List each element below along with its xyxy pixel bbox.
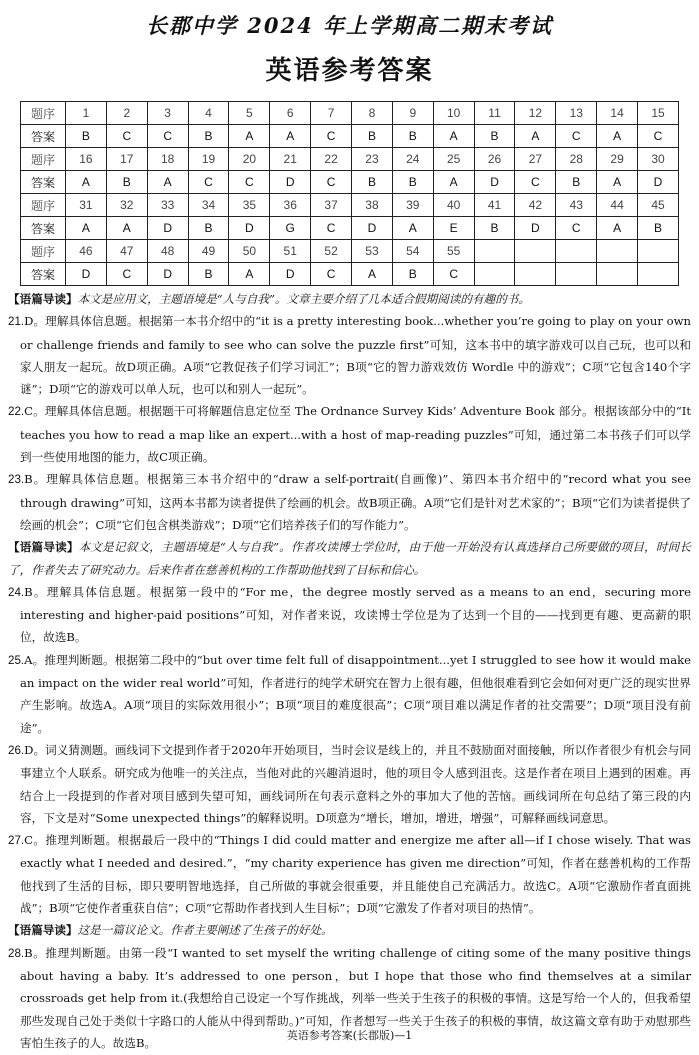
- table-cell: D: [352, 217, 393, 240]
- explanations: [8, 288, 691, 1054]
- table-cell: 40: [433, 194, 474, 217]
- table-cell: [515, 263, 556, 286]
- table-cell: C: [556, 217, 597, 240]
- table-cell: 3: [147, 102, 188, 125]
- table-cell: A: [270, 125, 311, 148]
- table-cell: 33: [147, 194, 188, 217]
- question-number: 27.: [8, 834, 25, 848]
- reading-guide-3: [8, 919, 691, 941]
- table-cell: [474, 263, 515, 286]
- question-explanation: B。推理判断题。由第一段“I wanted to set myself the writing challenge of citing some of the many positive things about having a baby. It’s addressed to one person，but I hope that those who find themselves at a similar crossroads get help from it.(我想给自己设定一个写作挑战，列举一些关于生孩子的积极的事情。这是写给一个人的，但我希望那些发现自己处于类似十字路口的人能从中得到帮助。)”可知，作者想写一些关于生孩子的积极的事情，故这篇文章有助于劝慰那些害怕生孩子的人。故选B。: [20, 945, 691, 1050]
- table-cell: C: [515, 171, 556, 194]
- question-explanation: C。理解具体信息题。根据题干可将解题信息定位至 The Ordnance Survey Kids’ Adventure Book 部分。根据该部分中的“It teaches you how to read a map like an expert...with a host of map-reading puzzles”可知，通过第二本书孩子们可以学到一些使用地图的能力，故C项正确。: [20, 404, 691, 465]
- question-number-row: [21, 194, 679, 217]
- table-cell: 22: [311, 148, 352, 171]
- guide-text: 本文是记叙文，主题语境是“人与自我”。作者攻读博士学位时，由于他一开始没有认真选择自己所要做的项目，时间长了，作者失去了研究动力。后来作者在慈善机构的工作帮助他找到了目标和信心。: [8, 540, 691, 577]
- table-cell: D: [474, 171, 515, 194]
- table-cell: 14: [597, 102, 638, 125]
- table-cell: 48: [147, 240, 188, 263]
- table-cell: C: [106, 263, 147, 286]
- table-cell: 5: [229, 102, 270, 125]
- question-21: [8, 310, 691, 400]
- guide-text: 这是一篇议论文。作者主要阐述了生孩子的好处。: [77, 923, 333, 938]
- table-cell: 38: [352, 194, 393, 217]
- table-cell: [474, 240, 515, 263]
- table-cell: 15: [638, 102, 679, 125]
- table-cell: A: [66, 171, 107, 194]
- table-cell: D: [147, 263, 188, 286]
- question-explanation: D。理解具体信息题。根据第一本书介绍中的“it is a pretty interesting book...whether you’re going to play on your own or challenge friends and family to see who can solve the puzzle first”可知，这本书中的填字游戏可以自己玩，也可以和家人朋友一起玩。故D项正确。A项“它教促孩子们学习词汇”；B项“它的智力游戏效仿 Wordle 中的游戏”；C项“它包含140个字谜”；D项“它的游戏可以单人玩，也可以和别人一起玩”。: [20, 314, 691, 397]
- table-cell: A: [229, 125, 270, 148]
- table-cell: 7: [311, 102, 352, 125]
- table-cell: A: [515, 125, 556, 148]
- question-explanation: B。理解具体信息题。根据第三本书介绍中的“draw a self-portrait(自画像)”、第四本书介绍中的“record what you see through drawing”可知，这两本书都为读者提供了绘画的机会。故B项正确。A项“它们是针对艺术家的”；B项“它们为读者提供了绘画的机会”；C项“它们包含棋类游戏”；D项“它们培养孩子们的写作能力”。: [20, 472, 691, 532]
- table-cell: 50: [229, 240, 270, 263]
- reading-guide-2: [8, 536, 691, 581]
- table-cell: C: [311, 171, 352, 194]
- answer-key-title: 英语参考答案: [265, 56, 434, 86]
- table-cell: B: [66, 125, 107, 148]
- table-cell: A: [597, 125, 638, 148]
- table-cell: B: [638, 217, 679, 240]
- table-cell: 51: [270, 240, 311, 263]
- row-header: 题序: [21, 148, 66, 171]
- table-cell: 39: [392, 194, 433, 217]
- table-cell: D: [270, 263, 311, 286]
- table-cell: A: [147, 171, 188, 194]
- question-27: [8, 829, 691, 919]
- table-cell: 47: [106, 240, 147, 263]
- table-cell: 30: [638, 148, 679, 171]
- table-cell: [638, 263, 679, 286]
- table-cell: C: [147, 125, 188, 148]
- answer-row: [21, 125, 679, 148]
- question-22: [8, 400, 691, 468]
- table-cell: [556, 240, 597, 263]
- row-header: 答案: [21, 125, 66, 148]
- reading-guide-1: [8, 288, 691, 310]
- table-cell: 31: [66, 194, 107, 217]
- table-cell: 55: [433, 240, 474, 263]
- table-cell: A: [66, 217, 107, 240]
- question-number-row: [21, 148, 679, 171]
- table-cell: B: [106, 171, 147, 194]
- row-header: 答案: [21, 217, 66, 240]
- table-cell: 10: [433, 102, 474, 125]
- table-cell: B: [352, 125, 393, 148]
- table-cell: [556, 263, 597, 286]
- table-cell: 42: [515, 194, 556, 217]
- question-explanation: C。推理判断题。根据最后一段中的“Things I did could matter and energize me after all—if I chose wisely. That was exactly what I needed and desired.”，“my charity experience has given me direction”可知，作者在慈善机构的工作帮他找到了生活的目标，即只要明智地选择，自己所做的事就会很重要，并且能使自己充满活力。故选C。A项“它激励作者直面挑战”；B项“它使作者重获自信”；C项“它帮助作者找到人生目标”；D项“它激发了作者对项目的热情”。: [20, 833, 691, 916]
- guide-label: 【语篇导读】: [8, 923, 78, 938]
- table-cell: 36: [270, 194, 311, 217]
- question-number: 28.: [8, 946, 25, 960]
- table-cell: 34: [188, 194, 229, 217]
- table-cell: D: [147, 217, 188, 240]
- table-cell: 43: [556, 194, 597, 217]
- table-cell: 49: [188, 240, 229, 263]
- table-cell: D: [66, 263, 107, 286]
- table-cell: D: [515, 217, 556, 240]
- row-header: 题序: [21, 240, 66, 263]
- table-cell: B: [556, 171, 597, 194]
- table-cell: 20: [229, 148, 270, 171]
- table-cell: C: [556, 125, 597, 148]
- table-cell: B: [474, 125, 515, 148]
- table-cell: 46: [66, 240, 107, 263]
- table-cell: E: [433, 217, 474, 240]
- table-cell: C: [311, 217, 352, 240]
- table-cell: [597, 240, 638, 263]
- table-cell: C: [638, 125, 679, 148]
- table-cell: B: [474, 217, 515, 240]
- table-cell: 35: [229, 194, 270, 217]
- table-cell: 27: [515, 148, 556, 171]
- table-cell: 28: [556, 148, 597, 171]
- table-cell: 23: [352, 148, 393, 171]
- exam-title: 长郡中学 2024 年上学期高二期末考试: [145, 13, 554, 38]
- answer-table: [20, 101, 679, 286]
- answer-row: [21, 171, 679, 194]
- question-26: [8, 739, 691, 829]
- table-cell: C: [229, 171, 270, 194]
- table-cell: [597, 263, 638, 286]
- table-cell: A: [392, 217, 433, 240]
- question-23: [8, 468, 691, 536]
- table-cell: 9: [392, 102, 433, 125]
- table-cell: C: [311, 125, 352, 148]
- question-number-row: [21, 102, 679, 125]
- table-cell: 1: [66, 102, 107, 125]
- table-cell: 24: [392, 148, 433, 171]
- question-25: [8, 649, 691, 739]
- table-cell: 54: [392, 240, 433, 263]
- table-cell: 6: [270, 102, 311, 125]
- question-number: 23.: [8, 473, 25, 487]
- guide-label: 【语篇导读】: [8, 540, 79, 555]
- table-cell: D: [638, 171, 679, 194]
- question-24: [8, 581, 691, 649]
- page-footer: 英语参考答案(长郡版)—1: [286, 1029, 413, 1042]
- question-explanation: D。词义猜测题。画线词下文提到作者于2020年开始项目，当时会议是线上的，并且不鼓励面对面接触，所以作者很少有机会与同事建立个人联系。研究成为他唯一的关注点，当他对此的兴趣消退时，他的项目令人感到沮丧。这是作者在项目上遇到的困难。再结合上一段提到的作者对项目感到失望可知，画线词所在句表示意料之外的事加大了他的苦恼。画线词所在句总结了第三段的内容，下文是对“Some unexpected things”的解释说明。D项意为“增长，增加，增进，增强”，可解释画线词意思。: [20, 742, 691, 825]
- table-cell: D: [229, 217, 270, 240]
- table-cell: 16: [66, 148, 107, 171]
- table-cell: A: [106, 217, 147, 240]
- table-cell: A: [597, 217, 638, 240]
- table-cell: 19: [188, 148, 229, 171]
- table-cell: 17: [106, 148, 147, 171]
- question-number: 24.: [8, 585, 25, 599]
- table-cell: 21: [270, 148, 311, 171]
- table-cell: [515, 240, 556, 263]
- table-cell: 29: [597, 148, 638, 171]
- table-cell: 4: [188, 102, 229, 125]
- table-cell: B: [188, 125, 229, 148]
- table-cell: A: [597, 171, 638, 194]
- question-number: 25.: [8, 653, 25, 667]
- table-cell: D: [270, 171, 311, 194]
- question-number-row: [21, 240, 679, 263]
- table-cell: A: [433, 125, 474, 148]
- row-header: 题序: [21, 194, 66, 217]
- table-cell: 13: [556, 102, 597, 125]
- table-cell: 2: [106, 102, 147, 125]
- question-number: 21.: [8, 315, 25, 329]
- answer-row: [21, 217, 679, 240]
- question-number: 26.: [8, 743, 25, 757]
- table-cell: 41: [474, 194, 515, 217]
- table-cell: 11: [474, 102, 515, 125]
- question-explanation: B。理解具体信息题。根据第一段中的“For me，the degree mostly served as a means to an end，securing more interesting and higher-paid positions”可知，对作者来说，攻读博士学位是为了达到一个目的——找到更有趣、更高薪的职位，故选B。: [20, 584, 691, 645]
- table-cell: 18: [147, 148, 188, 171]
- table-cell: C: [188, 171, 229, 194]
- table-cell: 8: [352, 102, 393, 125]
- table-cell: C: [106, 125, 147, 148]
- table-cell: [638, 240, 679, 263]
- answer-row: [21, 263, 679, 286]
- table-cell: C: [433, 263, 474, 286]
- table-cell: A: [352, 263, 393, 286]
- row-header: 题序: [21, 102, 66, 125]
- guide-text: 本文是应用文，主题语境是“人与自我”。文章主要介绍了几本适合假期阅读的有趣的书。: [77, 292, 530, 306]
- table-cell: 26: [474, 148, 515, 171]
- table-cell: G: [270, 217, 311, 240]
- guide-label: 【语篇导读】: [8, 292, 78, 306]
- table-cell: A: [433, 171, 474, 194]
- table-cell: 12: [515, 102, 556, 125]
- table-cell: B: [392, 171, 433, 194]
- table-cell: C: [311, 263, 352, 286]
- table-cell: B: [352, 171, 393, 194]
- row-header: 答案: [21, 263, 66, 286]
- row-header: 答案: [21, 171, 66, 194]
- question-number: 22.: [8, 405, 25, 419]
- table-cell: 52: [311, 240, 352, 263]
- table-cell: B: [188, 263, 229, 286]
- table-cell: B: [392, 263, 433, 286]
- table-cell: 25: [433, 148, 474, 171]
- table-cell: 44: [597, 194, 638, 217]
- table-cell: B: [188, 217, 229, 240]
- table-cell: A: [229, 263, 270, 286]
- table-cell: 45: [638, 194, 679, 217]
- table-cell: 53: [352, 240, 393, 263]
- table-cell: B: [392, 125, 433, 148]
- question-explanation: A。推理判断题。根据第二段中的“but over time felt full of disappointment...yet I struggled to see how it would make an impact on the wider real world”可知，作者进行的纯学术研究在智力上很有趣，但他很难看到它会如何对更广泛的现实世界产生影响。故选A。A项“项目的实际效用很小”；B项“项目的难度很高”；C项“项目难以满足作者的社交需要”；D项“项目没有前途”。: [20, 652, 691, 735]
- table-cell: 37: [311, 194, 352, 217]
- table-cell: 32: [106, 194, 147, 217]
